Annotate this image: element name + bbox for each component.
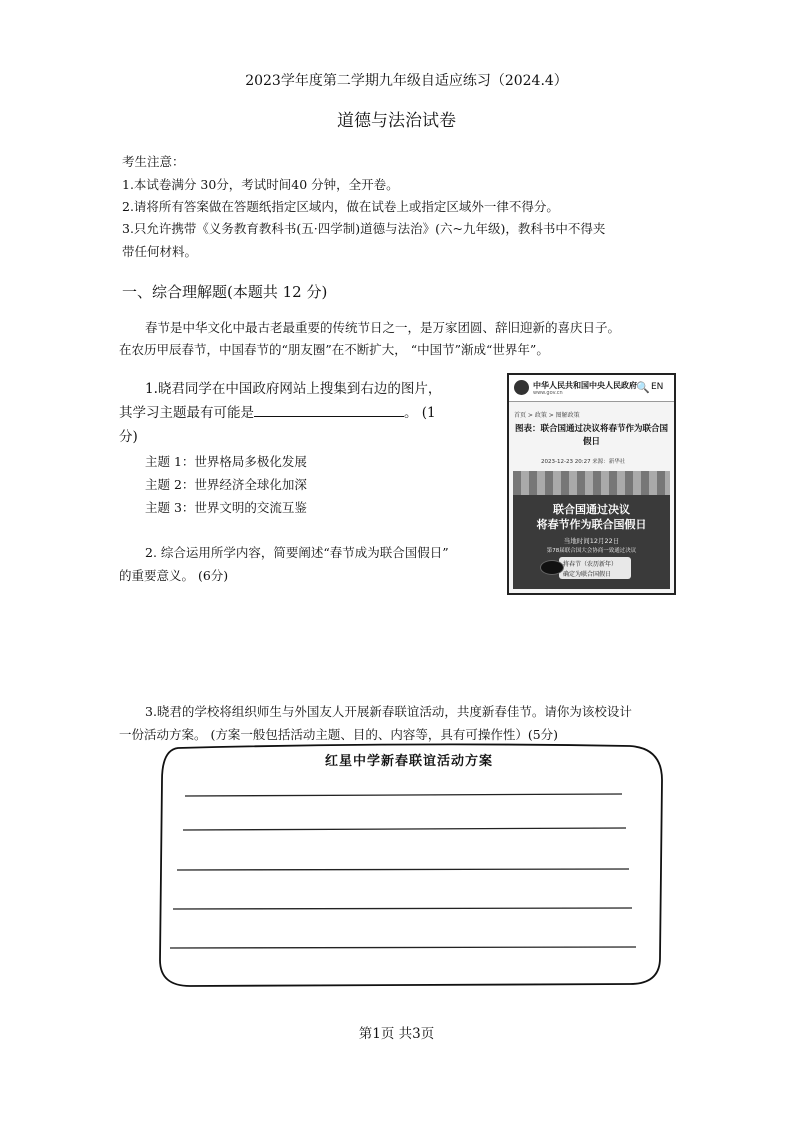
national-emblem-icon [514,380,529,395]
search-icon: 🔍 [636,381,650,394]
answer-box-outline [160,744,662,986]
exam-title: 2023学年度第二学期九年级自适应练习（2024.4） [245,73,568,89]
screenshot-header [509,375,674,402]
q2-line1: 2. 综合运用所学内容，简要阐述“春节成为联合国假日” [145,545,449,560]
language-switch: EN [651,382,664,392]
poster-card-line2: 确定为联合国假日 [563,571,612,578]
q3-line1: 3.晓君的学校将组织师生与外国友人开展新春联谊活动，共度新春佳节。请你为该校设计 [145,704,632,719]
q1-option: 主题 3：世界文明的交流互鉴 [145,500,307,515]
notice-line: 1.本试卷满分 30分，考试时间40 分钟，全开卷。 [122,177,399,192]
q3-line2: 一份活动方案。 (方案一般包括活动主题、目的、内容等，具有可操作性）(5分) [119,727,559,742]
q1-prompt: 其学习主题最有可能是 [119,405,254,421]
q1-line3: 分) [119,429,138,445]
poster-subtitle: 第78届联合国大会协商一致通过决议 [546,548,637,554]
notice-line: 2.请将所有答案做在答题纸指定区域内，做在试卷上或指定区域外一律不得分。 [122,199,559,214]
intro-line: 春节是中华文化中最古老最重要的传统节日之一，是万家团圆、辞旧迎新的喜庆日子。 [145,320,621,335]
answer-box [150,740,670,992]
poster-card-line1: 将春节（农历新年） [563,561,618,568]
breadcrumb: 首页 > 政策 > 图解政策 [514,412,580,419]
poster [513,471,670,589]
notice-line: 3.只允许携带《义务教育教科书(五·四学制)道德与法治》(六~九年级)，教科书中不得夹 [122,221,606,236]
gov-screenshot [507,373,676,595]
poster-decoration [513,471,670,495]
poster-date: 当地时间12月22日 [563,537,620,545]
intro-line: 在农历甲辰春节，中国春节的“朋友圈”在不断扩大， “中国节”渐成“世界年”。 [119,342,549,357]
q2-line2: 的重要意义。 (6分) [119,568,229,583]
q1-answer-blank[interactable] [254,402,404,417]
section-heading: 一、综合理解题(本题共 12 分) [122,283,328,301]
poster-oval-icon [540,560,564,575]
subject-title: 道德与法治试卷 [337,111,456,131]
answer-line[interactable] [185,794,622,796]
answer-line[interactable] [183,828,626,830]
answer-line[interactable] [170,947,636,948]
q1-option: 主题 1：世界格局多极化发展 [145,454,307,469]
q1-option: 主题 2：世界经济全球化加深 [145,477,307,492]
site-domain: www.gov.cn [533,390,563,396]
answer-line[interactable] [177,869,629,870]
article-headline: 图表：联合国通过决议将春节作为联合国假日 [514,424,668,447]
q1-line2 [119,401,436,421]
answer-box-title: 红星中学新春联谊活动方案 [324,754,493,769]
q1-score: 。 (1 [404,405,436,421]
answer-line[interactable] [173,908,632,909]
site-name: 中华人民共和国中央人民政府 [533,381,637,390]
notice-heading: 考生注意： [122,154,185,169]
poster-title-line1: 联合国通过决议 [553,503,630,516]
notice-line: 带任何材料。 [122,244,198,259]
q1-line1: 1.晓君同学在中国政府网站上搜集到右边的图片， [145,381,442,397]
poster-title-line2: 将春节作为联合国假日 [536,518,647,531]
page-footer: 第1页 共3页 [358,1026,435,1042]
article-meta: 2023-12-23 20:27 来源：新华社 [541,459,626,465]
